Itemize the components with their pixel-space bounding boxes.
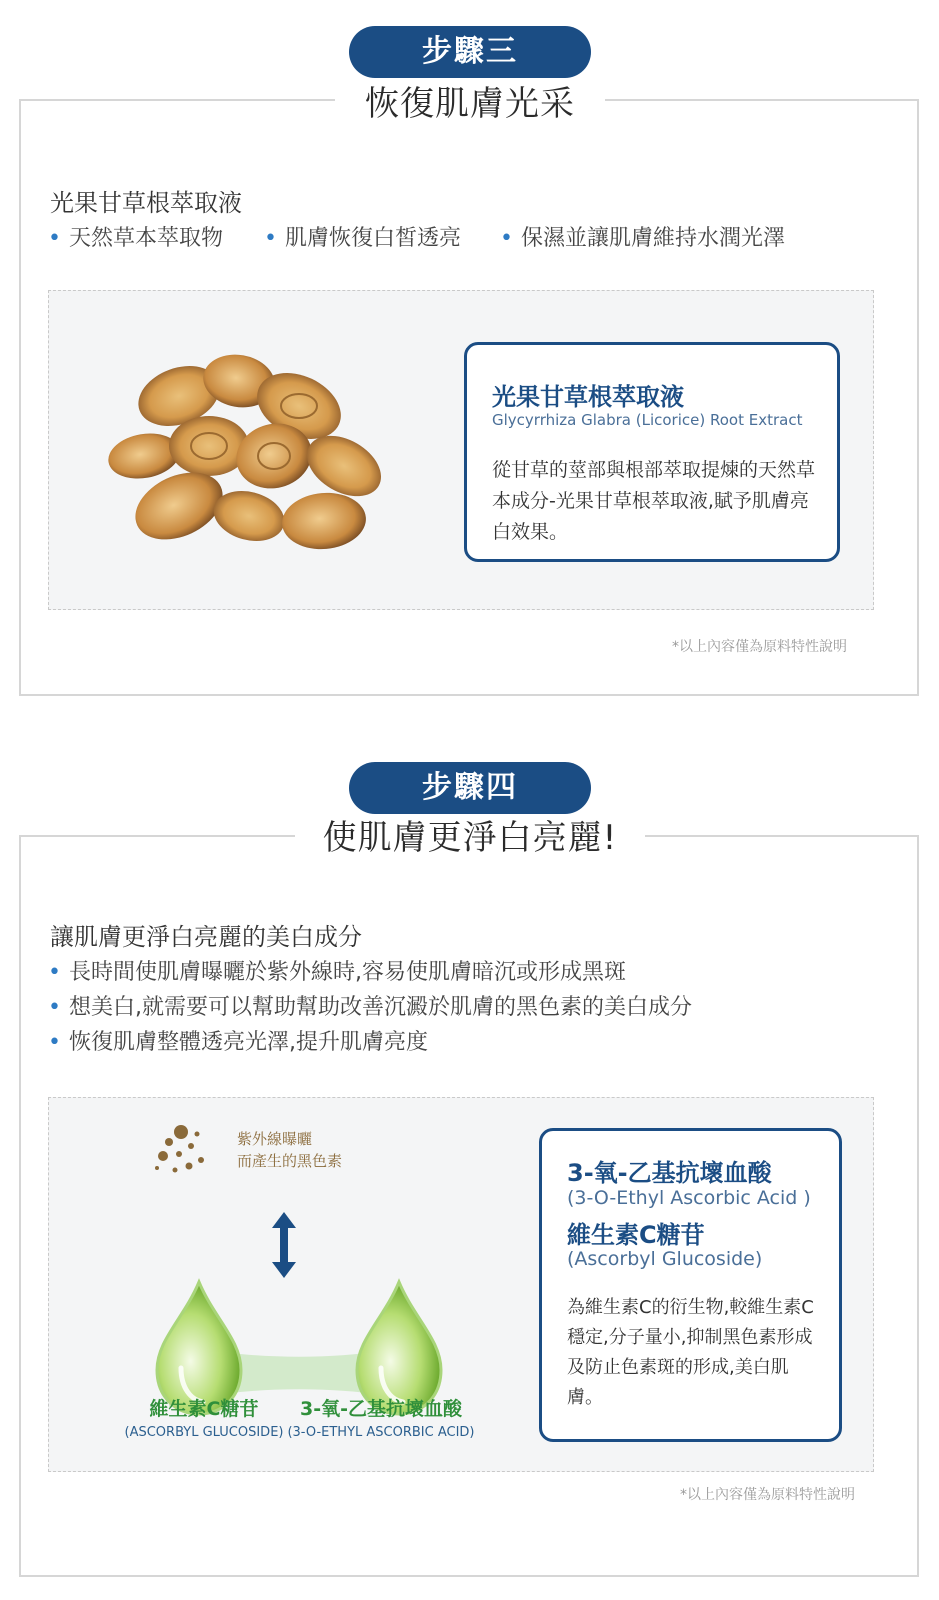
step3-title: 恢復肌膚光采: [335, 80, 605, 128]
card-description: 為維生素C的衍生物,較維生素C穩定,分子量小,抑制黑色素形成及防止色素斑的形成,美白肌膚。: [567, 1297, 814, 1408]
step3-disclaimer: *以上內容僅為原料特性說明: [672, 639, 847, 655]
drop1-latin: (ASCORBYL GLUCOSIDE): [124, 1425, 284, 1440]
step3-badge: 步驟三: [349, 26, 591, 78]
licorice-root-image: [99, 336, 399, 566]
drop-label-ethyl-ascorbic-acid: [271, 1394, 491, 1440]
up-down-arrow-icon: [269, 1210, 299, 1280]
step3-heading: 光果甘草根萃取液: [50, 189, 242, 217]
step3-bullet: • 天然草本萃取物: [48, 226, 223, 251]
step3-section: [0, 0, 939, 720]
card-description: 從甘草的莖部與根部萃取提煉的天然草本成分-光果甘草根萃取液,賦予肌膚亮白效果。: [492, 459, 816, 543]
step3-bullet: • 肌膚恢復白皙透亮: [264, 226, 461, 251]
card-title-1: 3-氧-乙基抗壞血酸: [567, 1159, 772, 1187]
card-title: 光果甘草根萃取液: [492, 383, 684, 411]
step3-info-card: [464, 342, 840, 562]
step4-bullet: • 恢復肌膚整體透亮光澤,提升肌膚亮度: [48, 1030, 428, 1055]
melanin-label-line1: 紫外線曝曬: [237, 1130, 313, 1148]
step4-section: [0, 720, 939, 1600]
step4-bullet: • 長時間使肌膚曝曬於紫外線時,容易使肌膚暗沉或形成黑斑: [48, 960, 626, 985]
card-latin-1: (3-O-Ethyl Ascorbic Acid ): [567, 1187, 811, 1209]
melanin-label-line2: 而產生的黑色素: [237, 1152, 343, 1170]
step4-disclaimer: *以上內容僅為原料特性說明: [680, 1487, 855, 1503]
step4-ingredient-box: [48, 1097, 874, 1472]
step4-heading: 讓肌膚更淨白亮麗的美白成分: [50, 923, 362, 951]
step4-badge: 步驟四: [349, 762, 591, 814]
step4-info-card: [539, 1128, 842, 1442]
step4-bullet: • 想美白,就需要可以幫助幫助改善沉澱於肌膚的黑色素的美白成分: [48, 995, 692, 1020]
step3-ingredient-box: [48, 290, 874, 610]
step3-bullet: • 保濕並讓肌膚維持水潤光澤: [500, 226, 785, 251]
melanin-label: [237, 1128, 342, 1172]
drop2-name: 3-氧-乙基抗壞血酸: [300, 1398, 462, 1420]
drop1-name: 維生素C糖苷: [149, 1398, 259, 1420]
card-latin-name: Glycyrrhiza Glabra (Licorice) Root Extract: [492, 411, 803, 429]
drop2-latin: (3-O-ETHYL ASCORBIC ACID): [287, 1425, 475, 1440]
card-latin-2: (Ascorbyl Glucoside): [567, 1248, 763, 1270]
card-title-2: 維生素C糖苷: [567, 1221, 705, 1249]
melanin-icon: [149, 1120, 219, 1180]
step4-title: 使肌膚更淨白亮麗!: [295, 814, 645, 862]
